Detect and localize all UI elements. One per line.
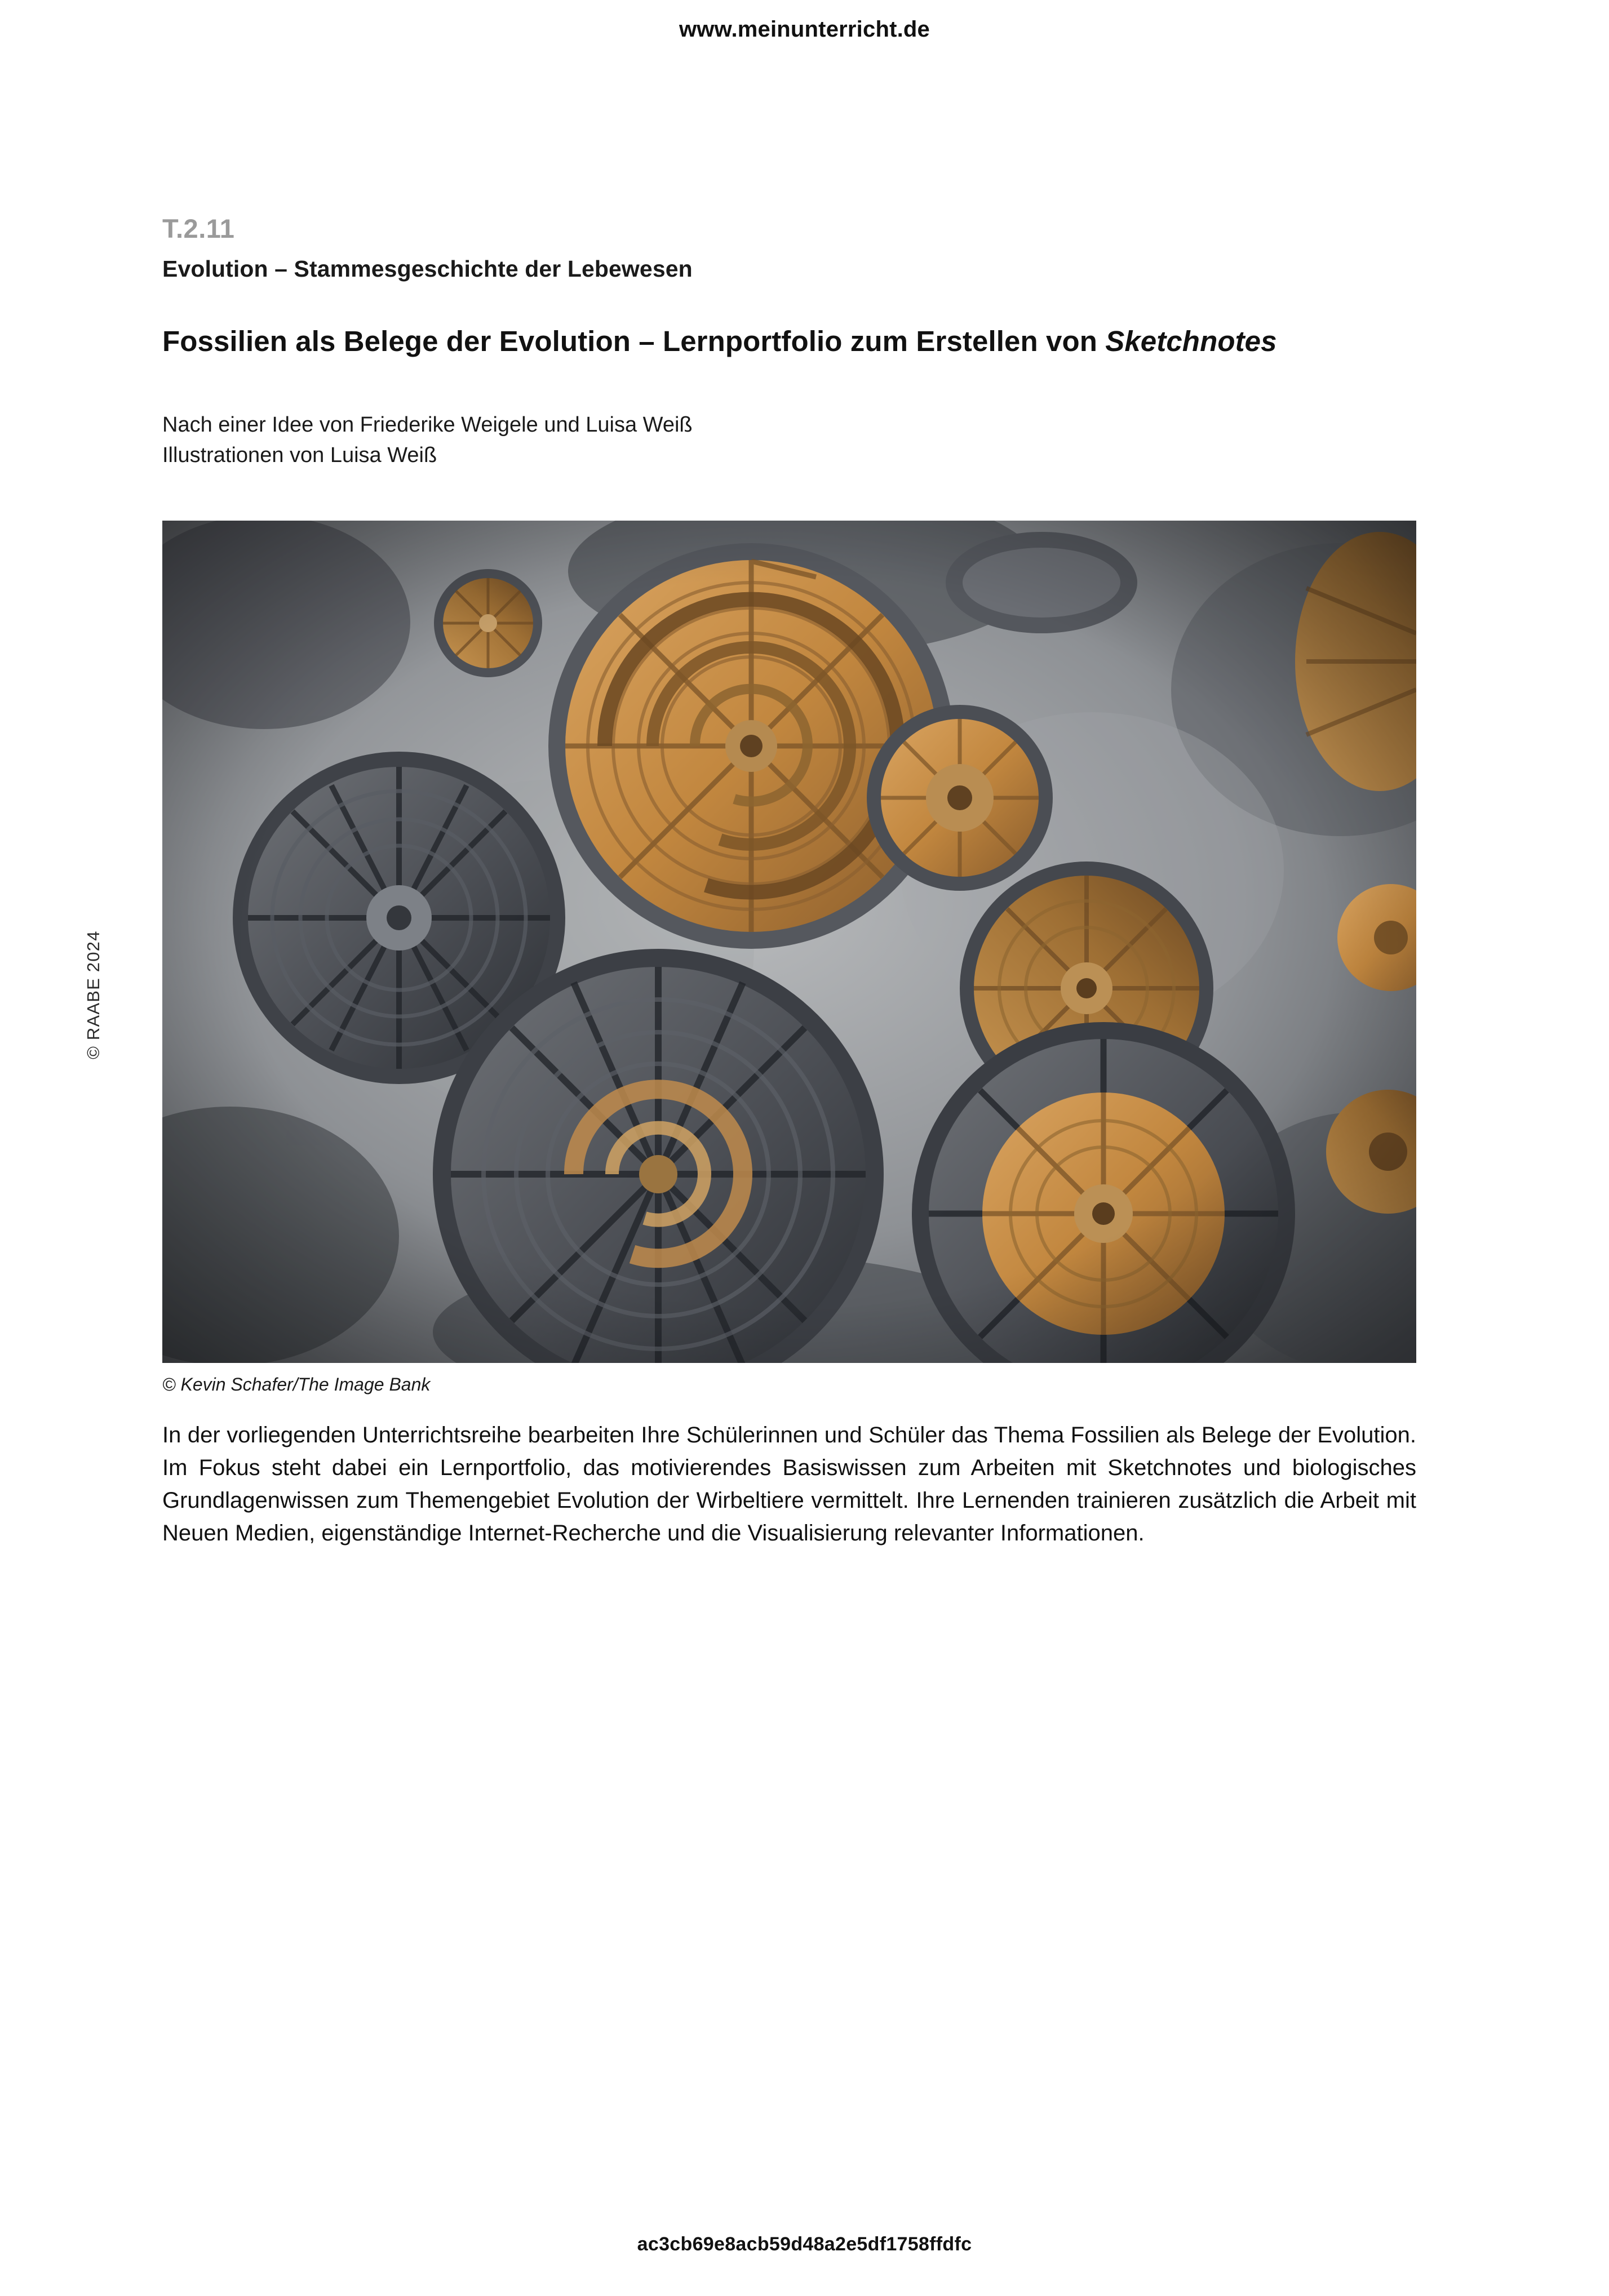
page-title (162, 323, 1416, 359)
intro-paragraph: In der vorliegenden Unterrichtsreihe bearbeiten Ihre Schülerinnen und Schüler das Thema Fossilien als Belege der Evolution. Im Fokus steht dabei ein Lernportfolio, das motivierendes Basiswissen zum Arbeiten mit Sketchnotes und biologisches Grundlagenwissen zum Themengebiet Evolution der Wirbeltiere vermittelt. Ihre Lernenden trainieren zusätzlich die Arbeit mit Neuen Medien, eigenständige Internet-Recherche und die Visualisierung relevanter Informationen. (162, 1422, 1416, 1546)
fossil-photo-graphic (162, 521, 1416, 1363)
content-column (162, 214, 1416, 1572)
site-url: www.meinunterricht.de (679, 17, 930, 42)
page-title-main: Fossilien als Belege der Evolution – Lernportfolio zum Erstellen von (162, 325, 1106, 357)
figure-ammonite-fossils (162, 521, 1416, 1395)
series-title: Evolution – Stammesgeschichte der Lebewesen (162, 255, 693, 282)
fossil-photo (162, 521, 1416, 1363)
document-code: T.2.11 (162, 214, 235, 243)
image-caption: © Kevin Schafer/The Image Bank (162, 1374, 431, 1395)
credits (162, 410, 1416, 471)
side-copyright: © RAABE 2024 (83, 930, 103, 1059)
page-title-italic: Sketchnotes (1105, 325, 1277, 357)
document-hash: ac3cb69e8acb59d48a2e5df1758ffdfc (637, 2233, 972, 2255)
credit-line-idea: Nach einer Idee von Friederike Weigele und Luisa Weiß (162, 412, 693, 437)
credit-line-illustrations: Illustrationen von Luisa Weiß (162, 443, 437, 467)
